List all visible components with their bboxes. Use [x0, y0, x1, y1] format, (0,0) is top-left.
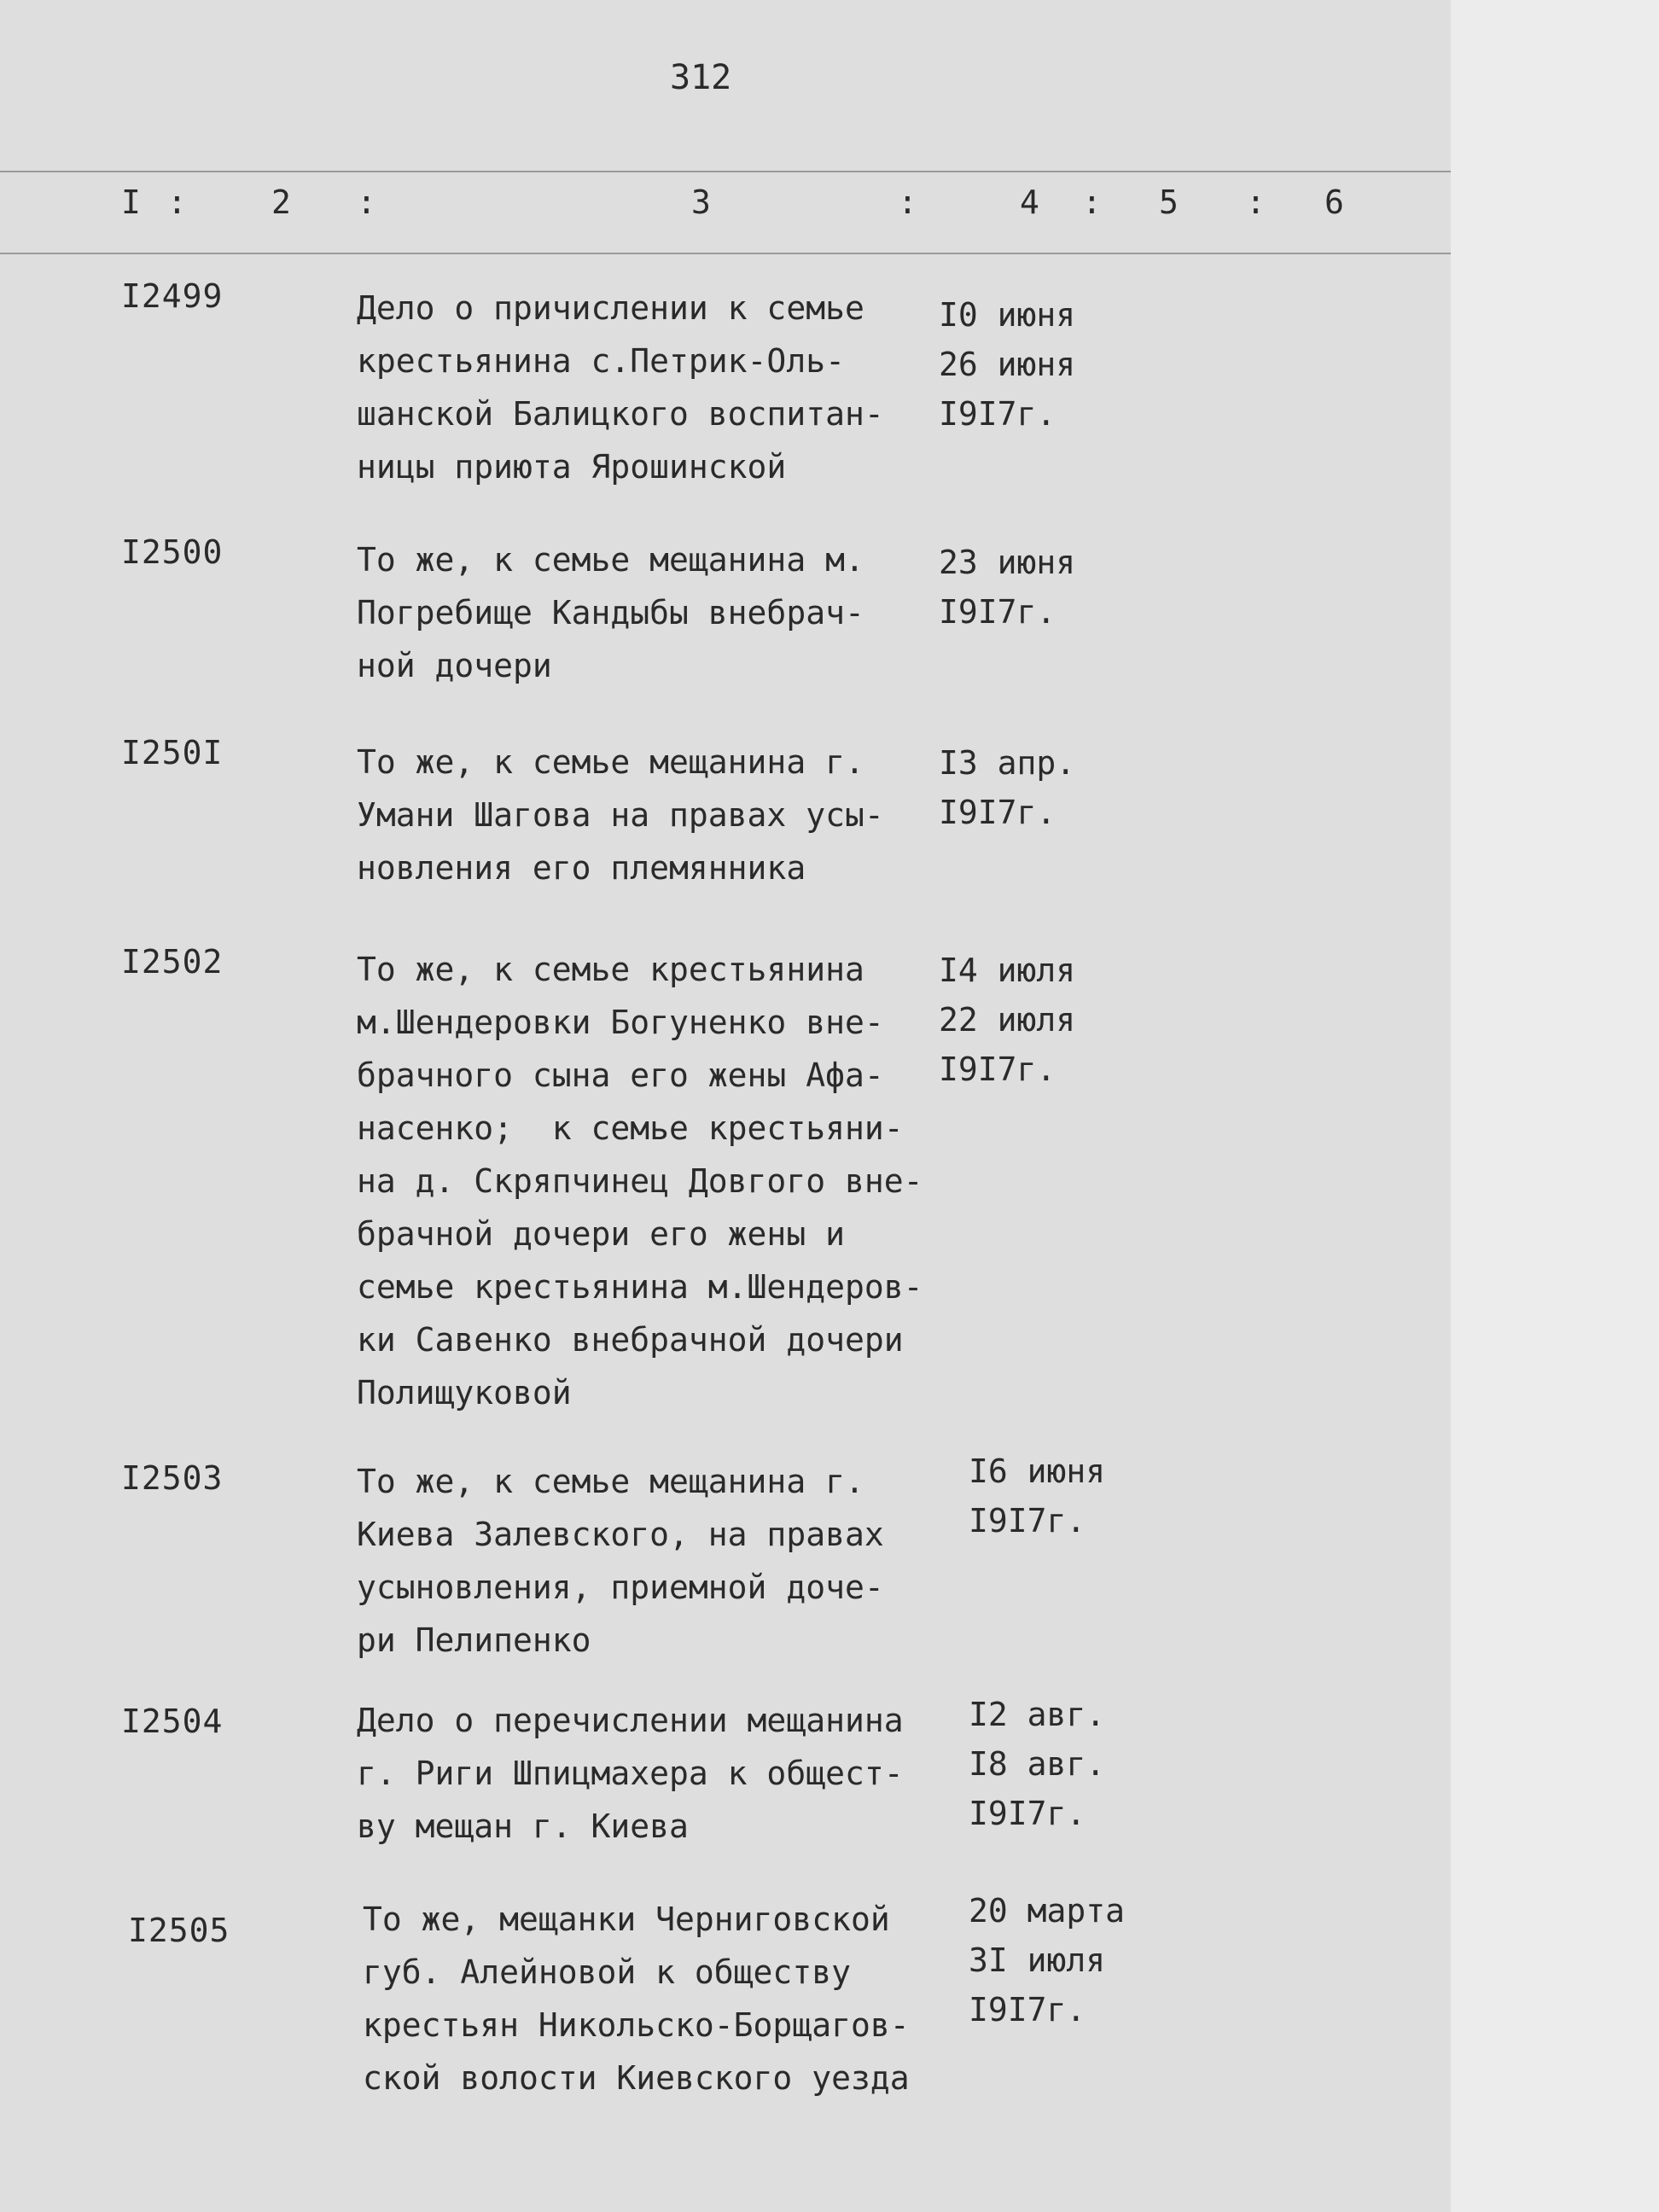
entry-date: I8 авг. — [969, 1745, 1106, 1783]
entry-line: То же, к семье крестьянина — [357, 951, 864, 988]
header-bottom-rule — [0, 253, 1451, 254]
entry-date: I9I7г. — [969, 1795, 1086, 1832]
entry-line: Полищуковой — [357, 1374, 572, 1412]
column-separator: : — [1082, 183, 1102, 221]
entry-date: I2 авг. — [969, 1696, 1106, 1733]
entry-date: 20 марта — [969, 1892, 1126, 1930]
entry-line: семье крестьянина м.Шендеров- — [357, 1268, 923, 1306]
entry-description — [357, 1455, 884, 1667]
entry-dates — [939, 738, 1075, 837]
entry-line: новления его племянника — [357, 849, 806, 887]
column-3-header: 3 — [691, 183, 711, 221]
entry-line: ницы приюта Ярошинской — [357, 448, 787, 486]
entry-date: 3I июля — [969, 1941, 1106, 1979]
entry-description — [357, 282, 884, 493]
entry-line: То же, к семье мещанина г. — [357, 1463, 864, 1500]
entry-dates — [939, 946, 1075, 1094]
column-5-header: 5 — [1159, 183, 1179, 221]
entry-line: ской волости Киевского уезда — [363, 2059, 910, 2097]
entry-line: ной дочери — [357, 647, 552, 684]
entry-number: I2499 — [121, 277, 224, 315]
header-top-rule — [0, 171, 1451, 172]
entry-description — [357, 533, 864, 692]
entry-description — [357, 736, 884, 894]
entry-date: 22 июля — [939, 1001, 1076, 1039]
entry-line: м.Шендеровки Богуненко вне- — [357, 1004, 884, 1041]
entry-number: I2502 — [121, 943, 224, 981]
entry-line: Умани Шагова на правах усы- — [357, 796, 884, 834]
entry-line: насенко; к семье крестьяни- — [357, 1109, 904, 1147]
page-number: 312 — [670, 58, 732, 97]
adjacent-page-margin — [1451, 0, 1659, 2212]
entry-description — [357, 943, 923, 1419]
entry-line: То же, мещанки Черниговской — [363, 1901, 890, 1938]
entry-line: брачного сына его жены Афа- — [357, 1057, 884, 1094]
entry-line: усыновления, приемной доче- — [357, 1569, 884, 1606]
entry-line: Дело о перечислении мещанина — [357, 1702, 904, 1739]
entry-date: I0 июня — [939, 296, 1076, 334]
entry-date: I9I7г. — [969, 1502, 1086, 1540]
entry-line: на д. Скряпчинец Довгого вне- — [357, 1162, 923, 1200]
entry-date: I9I7г. — [939, 395, 1057, 433]
entry-date: I4 июля — [939, 952, 1076, 989]
entry-dates — [969, 1886, 1125, 2034]
entry-line: ву мещан г. Киева — [357, 1807, 689, 1845]
column-4-header: 4 — [1020, 183, 1039, 221]
column-separator: : — [898, 183, 917, 221]
column-6-header: 6 — [1324, 183, 1344, 221]
entry-line: Киева Залевского, на правах — [357, 1516, 884, 1553]
entry-line: ки Савенко внебрачной дочери — [357, 1321, 904, 1359]
entry-date: 23 июня — [939, 544, 1076, 581]
entry-line: крестьянина с.Петрик-Оль- — [357, 342, 845, 380]
entry-description — [357, 1694, 904, 1853]
entry-line: Погребище Кандыбы внебрач- — [357, 594, 864, 632]
entry-date: 26 июня — [939, 346, 1076, 383]
entry-date: I9I7г. — [939, 1051, 1057, 1088]
column-separator: : — [357, 183, 376, 221]
entry-line: ри Пелипенко — [357, 1621, 591, 1659]
entry-line: брачной дочери его жены и — [357, 1215, 845, 1253]
entry-number: I2505 — [128, 1912, 230, 1949]
entry-dates — [969, 1690, 1105, 1838]
entry-number: I2503 — [121, 1459, 224, 1497]
entry-line: Дело о причислении к семье — [357, 289, 864, 327]
entry-line: губ. Алейновой к обществу — [363, 1953, 851, 1991]
entry-date: I9I7г. — [939, 593, 1057, 631]
entry-line: То же, к семье мещанина м. — [357, 541, 864, 579]
entry-number: I250I — [121, 734, 224, 771]
column-separator: : — [1246, 183, 1266, 221]
entry-date: I3 апр. — [939, 744, 1076, 782]
entry-dates — [939, 290, 1075, 439]
entry-line: крестьян Никольско-Борщагов- — [363, 2006, 910, 2044]
entry-dates — [939, 538, 1075, 637]
entry-line: г. Риги Шпицмахера к общест- — [357, 1755, 904, 1792]
entry-description — [363, 1893, 910, 2104]
entry-number: I2504 — [121, 1703, 224, 1740]
entry-date: I9I7г. — [939, 794, 1057, 831]
entry-dates — [969, 1447, 1105, 1545]
entry-number: I2500 — [121, 533, 224, 571]
entry-date: I6 июня — [969, 1452, 1106, 1490]
entry-date: I9I7г. — [969, 1991, 1086, 2029]
entry-line: То же, к семье мещанина г. — [357, 743, 864, 781]
entry-line: шанской Балицкого воспитан- — [357, 395, 884, 433]
column-1-header: I — [121, 183, 141, 221]
column-2-header: 2 — [271, 183, 291, 221]
column-separator: : — [167, 183, 187, 221]
